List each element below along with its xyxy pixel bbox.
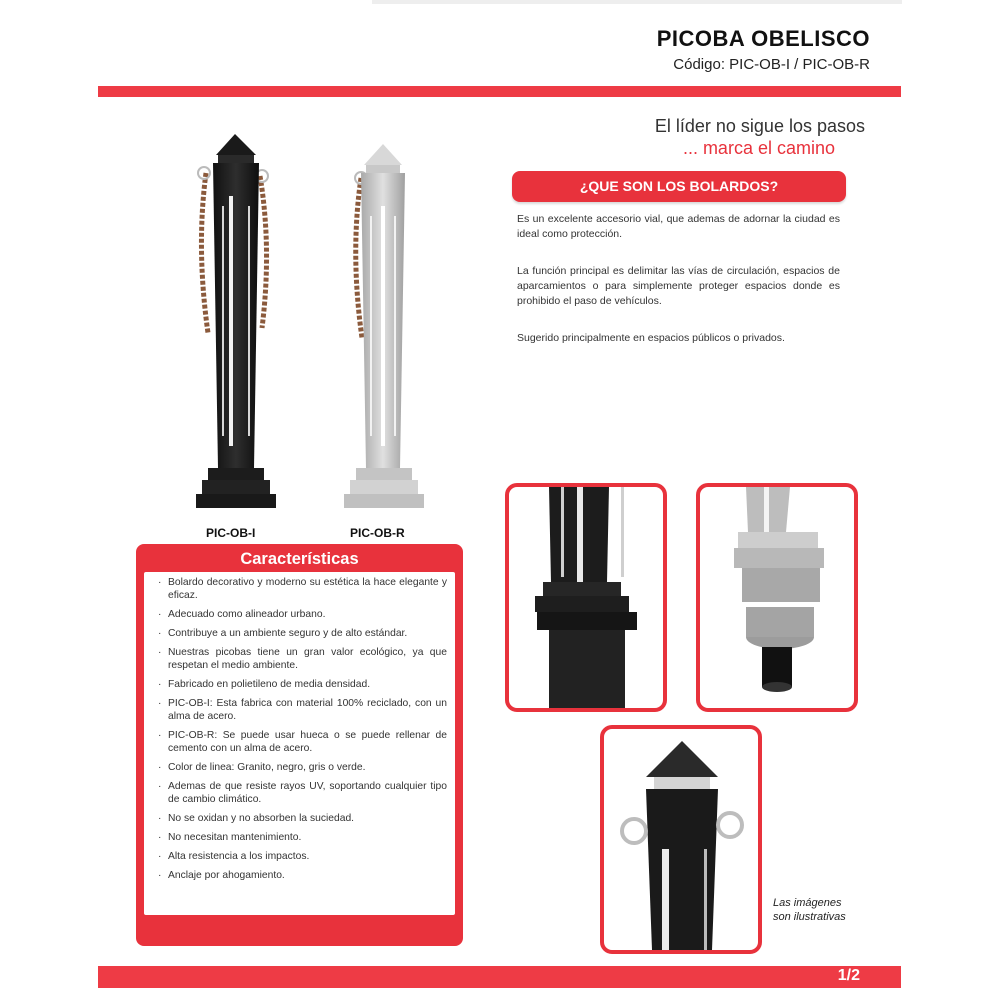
list-item: · Fabricado en polietileno de media densidad.	[158, 679, 371, 690]
list-item: · Nuestras picobas tiene un gran valor ecológico, ya que respetan el medio ambiente.	[158, 647, 447, 671]
intro-paragraph-2: La función principal es delimitar las vías de circulación, espacios de aparcamientos o para simplemente proteger espacios donde es prohibido el paso de vehículos.	[517, 265, 840, 307]
product-code: Código: PIC-OB-I / PIC-OB-R	[673, 56, 870, 73]
illustrative-note-line-1: Las imágenes	[773, 897, 842, 909]
page-number: 1/2	[837, 967, 860, 984]
list-item: · Anclaje por ahogamiento.	[158, 870, 285, 881]
footer-red-bar	[98, 966, 901, 988]
illustrative-note	[773, 896, 846, 924]
list-item: · No necesitan mantenimiento.	[158, 832, 302, 843]
page-title: PICOBA OBELISCO	[656, 26, 870, 51]
list-item: · Contribuye a un ambiente seguro y de alto estándar.	[158, 628, 408, 639]
list-item: · Adecuado como alineador urbano.	[158, 609, 326, 620]
header-red-bar	[98, 86, 901, 97]
detail-photo-dark-base	[505, 483, 667, 712]
characteristics-panel	[136, 544, 463, 946]
bollards-image	[180, 128, 440, 520]
detail-photo-top-rings	[600, 725, 762, 954]
slogan-line-2: ... marca el camino	[682, 138, 835, 158]
list-item: · Alta resistencia a los impactos.	[158, 851, 310, 862]
slogan-line-1: El líder no sigue los pasos	[654, 116, 865, 136]
list-item: · Ademas de que resiste rayos UV, soportando cualquier tipo de cambio climático.	[158, 781, 447, 805]
caption-pic-ob-r: PIC-OB-R	[350, 526, 405, 540]
illustrative-note-line-2: son ilustrativas	[773, 911, 846, 923]
list-item: · Color de linea: Granito, negro, gris o verde.	[158, 762, 366, 773]
caption-pic-ob-i: PIC-OB-I	[206, 526, 256, 540]
light-base-illustration	[700, 487, 854, 708]
list-item: · PIC-OB-R: Se puede usar hueca o se puede rellenar de cemento con un alma de acero.	[158, 730, 447, 754]
characteristics-list	[144, 572, 455, 882]
characteristics-list-container	[144, 572, 455, 915]
intro-paragraph-1: Es un excelente accesorio vial, que ademas de adornar la ciudad es ideal como protección.	[517, 213, 840, 240]
top-divider	[372, 0, 902, 4]
detail-photo-light-base	[696, 483, 858, 712]
section-heading-bollards: ¿QUE SON LOS BOLARDOS?	[512, 171, 846, 202]
list-item: · PIC-OB-I: Esta fabrica con material 100% reciclado, con un alma de acero.	[158, 698, 447, 722]
characteristics-heading: Características	[240, 550, 359, 568]
intro-paragraph-3: Sugerido principalmente en espacios públicos o privados.	[517, 332, 785, 344]
list-item: · No se oxidan y no absorben la suciedad.	[158, 813, 355, 824]
list-item: · Bolardo decorativo y moderno su estética la hace elegante y eficaz.	[158, 577, 447, 601]
dark-base-illustration	[509, 487, 663, 708]
top-rings-illustration	[604, 729, 758, 950]
